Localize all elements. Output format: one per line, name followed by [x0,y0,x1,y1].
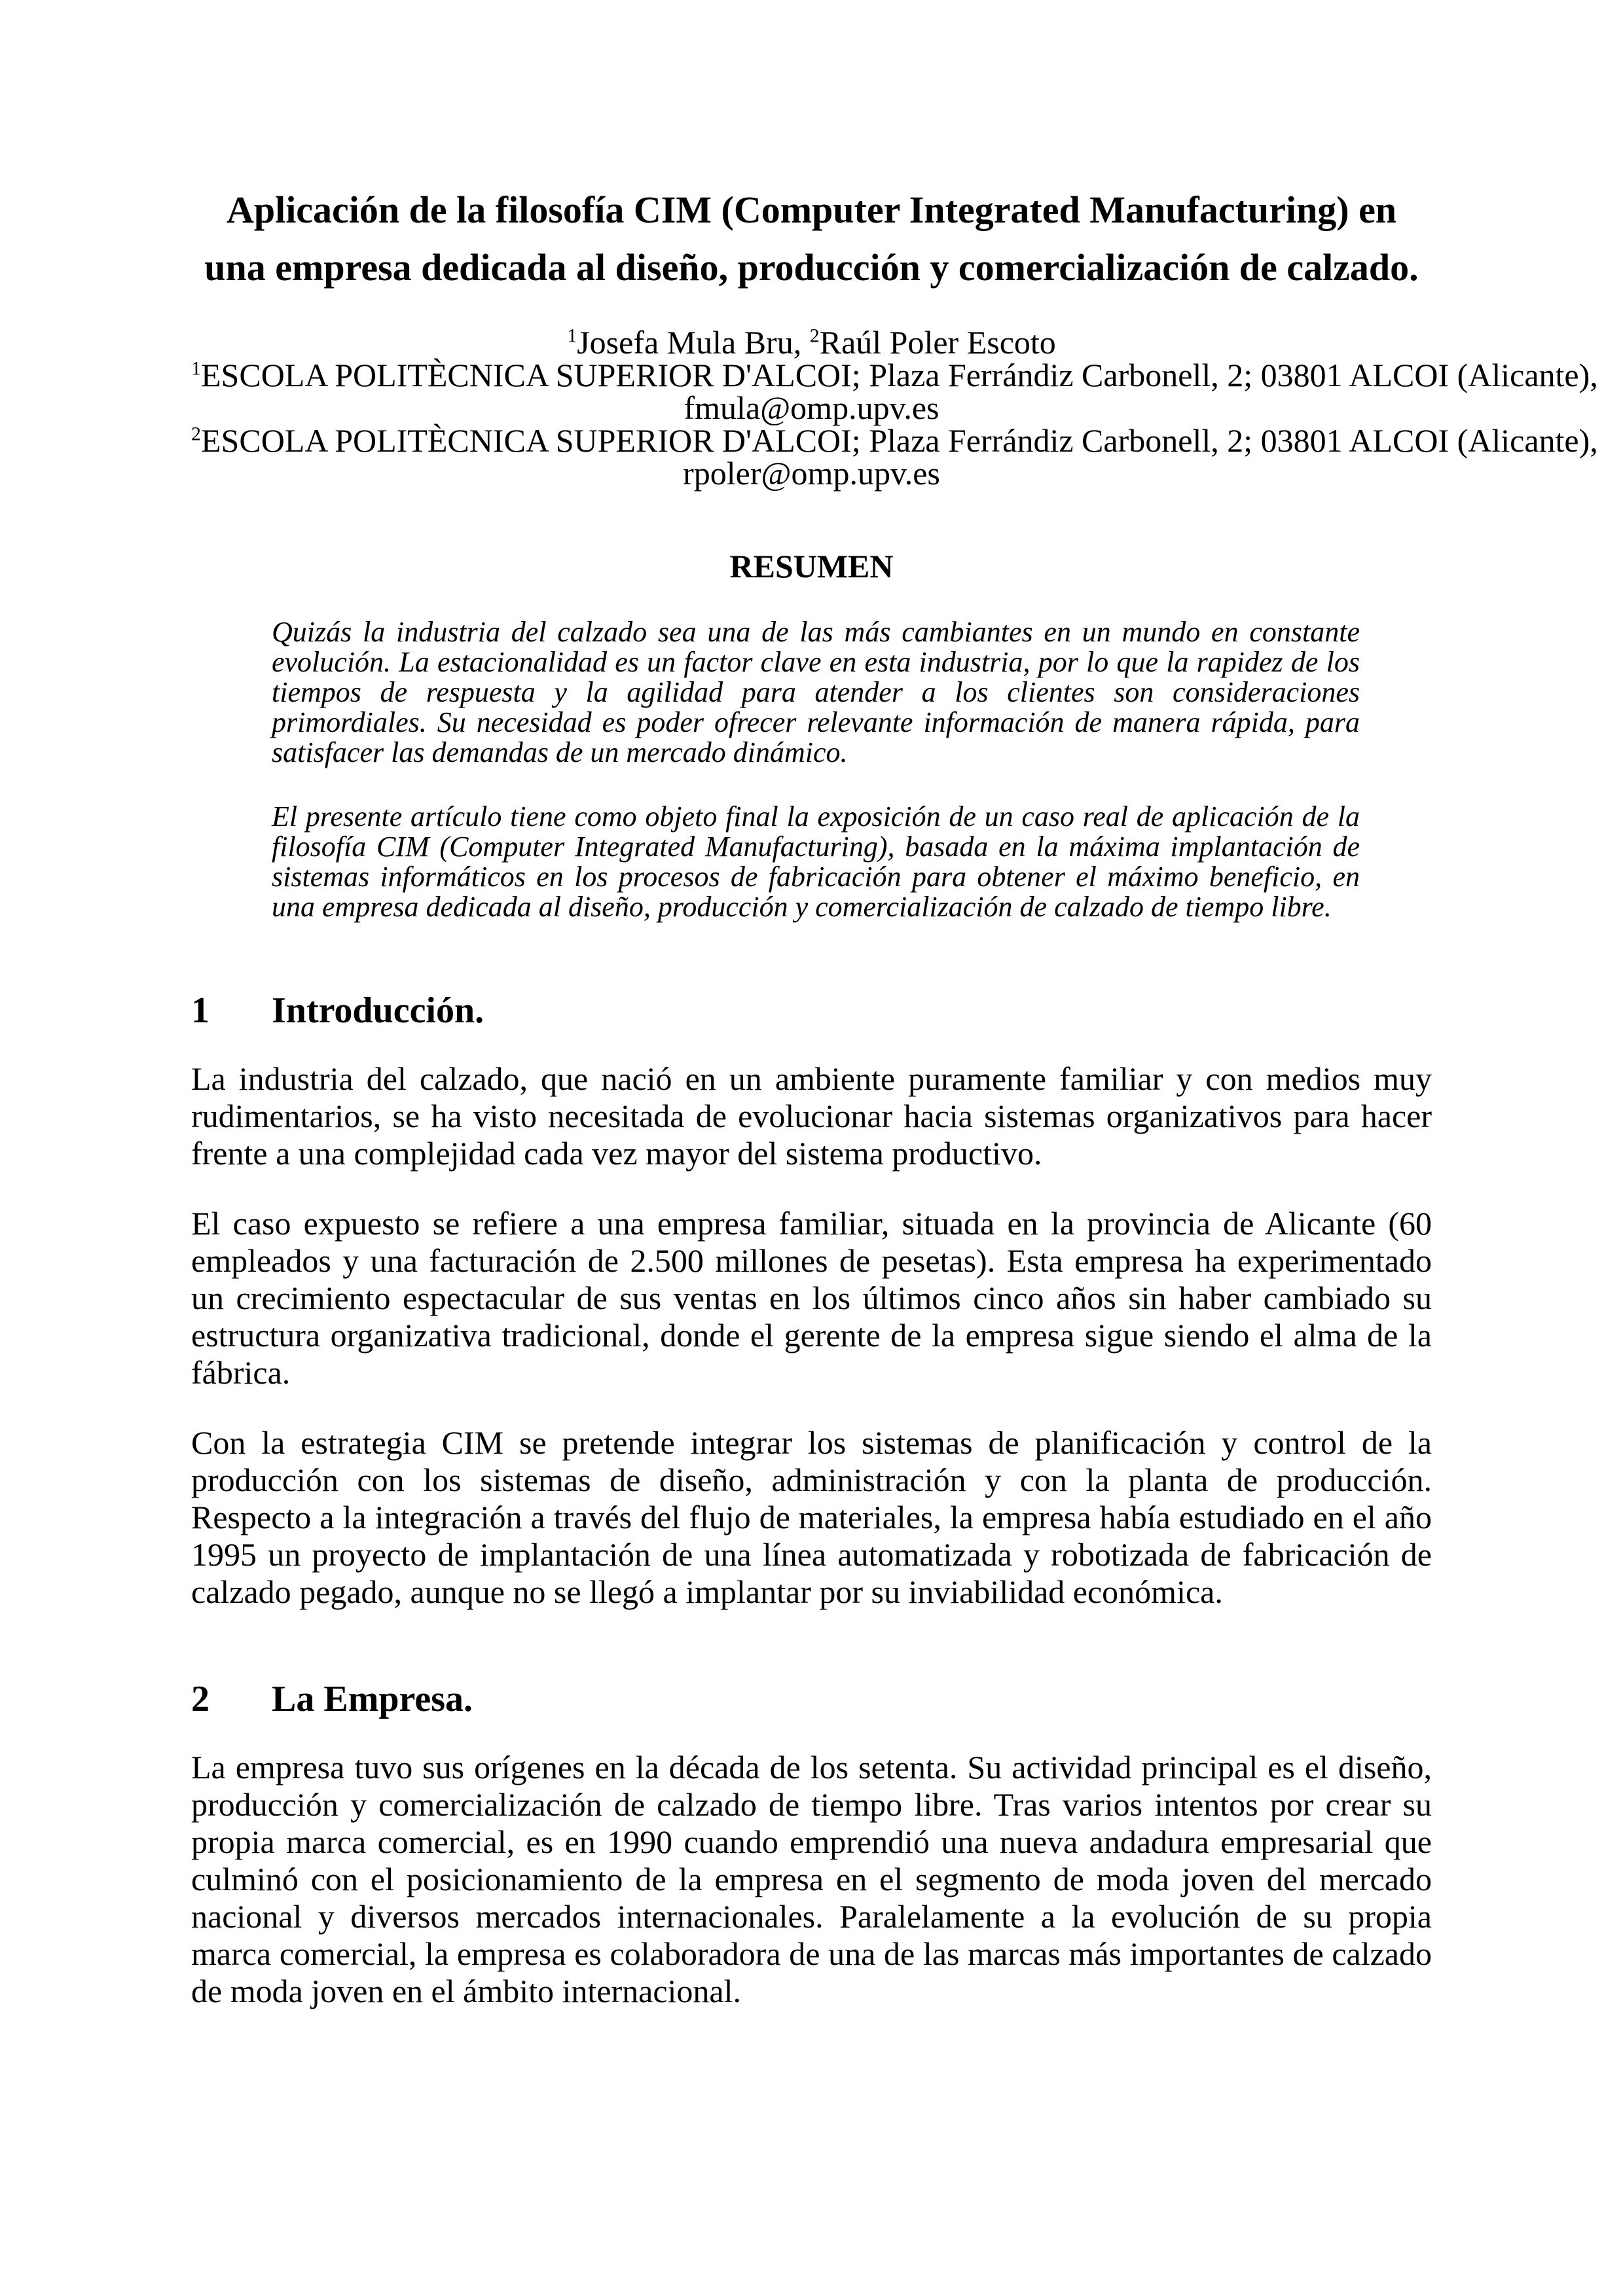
section-1-paragraph-2: El caso expuesto se refiere a una empresa familiar, situada en la provincia de Alicante (60 empleados y una facturación de 2.500 millones de pesetas). Esta empresa ha experimentado un crecimiento espectacular de sus ventas en los últimos cinco años sin haber cambiado su estructura organizativa tradicional, donde el gerente de la empresa sigue siendo el alma de la fábrica. [191,1205,1432,1391]
email-2-line [191,457,1432,490]
affiliation-2-superscript: 2 [191,423,201,445]
document-content [191,0,1598,2010]
affiliation-1-line [191,357,1598,393]
paper-title-line-2: una empresa dedicada al diseño, producción y comercialización de calzado. [204,246,1419,289]
authors-line [191,326,1432,359]
affiliation-1-text: ESCOLA POLITÈCNICA SUPERIOR D'ALCOI; Plaza Ferrándiz Carbonell, 2; 03801 ALCOI (Alicante), [201,357,1598,393]
section-1-title: Introducción. [272,990,484,1031]
abstract-paragraph-1: Quizás la industria del calzado sea una de las más cambiantes en un mundo en constante evolución. La estacionalidad es un factor clave en esta industria, por lo que la rapidez de los tiempos de respuesta y la agilidad para atender a los clientes son consideraciones primordiales. Su necesidad es poder ofrecer relevante información de manera rápida, para satisfacer las demandas de un mercado dinámico. [272,616,1360,768]
section-1-paragraph-1: La industria del calzado, que nació en un ambiente puramente familiar y con medios muy rudimentarios, se ha visto necesitada de evolucionar hacia sistemas organizativos para hacer frente a una complejidad cada vez mayor del sistema productivo. [191,1060,1432,1172]
author-1-superscript: 1 [567,325,577,347]
section-2-paragraph-1: La empresa tuvo sus orígenes en la década de los setenta. Su actividad principal es el diseño, producción y comercialización de calzado de tiempo libre. Tras varios intentos por crear su propia marca comercial, es en 1990 cuando emprendió una nueva andadura empresarial que culminó con el posicionamiento de la empresa en el segmento de moda joven del mercado nacional y diversos mercados internacionales. Paralelamente a la evolución de su propia marca comercial, la empresa es colaboradora de una de las marcas más importantes de calzado de moda joven en el ámbito internacional. [191,1749,1432,2009]
section-2-number: 2 [191,1679,210,1719]
email-1-line [191,391,1432,424]
abstract-paragraph-2: El presente artículo tiene como objeto final la exposición de un caso real de aplicación de la filosofía CIM (Computer Integrated Manufacturing), basada en la máxima implantación de sistemas informáticos en los procesos de fabricación para obtener el máximo beneficio, en una empresa dedicada al diseño, producción y comercialización de calzado de tiempo libre. [272,800,1360,923]
paper-title [191,181,1432,296]
affiliation-1-superscript: 1 [191,357,201,380]
affiliation-2-line [191,422,1598,459]
paper-title-line-1: Aplicación de la filosofía CIM (Computer Integrated Manufacturing) en [226,188,1397,231]
section-1-heading [191,991,1432,1030]
author-2-superscript: 2 [809,325,820,347]
author-2-name: Raúl Poler Escoto [819,324,1056,361]
abstract-block [272,617,1360,922]
email-1-text: fmula@omp.upv.es [684,389,939,426]
abstract-heading: RESUMEN [729,548,894,584]
section-1-number: 1 [191,990,210,1031]
author-1-name: Josefa Mula Bru, [577,324,810,361]
affiliation-2-text: ESCOLA POLITÈCNICA SUPERIOR D'ALCOI; Plaza Ferrándiz Carbonell, 2; 03801 ALCOI (Alicante), [201,422,1598,459]
section-1-paragraph-3: Con la estrategia CIM se pretende integrar los sistemas de planificación y control de la producción con los sistemas de diseño, administración y con la planta de producción. Respecto a la integración a través del flujo de materiales, la empresa había estudiado en el año 1995 un proyecto de implantación de una línea automatizada y robotizada de fabricación de calzado pegado, aunque no se llegó a implantar por su inviabilidad económica. [191,1424,1432,1610]
authors-block [191,324,1598,492]
section-2-title: La Empresa. [272,1679,473,1719]
email-2-text: rpoler@omp.upv.es [683,455,940,492]
section-2-heading [191,1679,1432,1719]
